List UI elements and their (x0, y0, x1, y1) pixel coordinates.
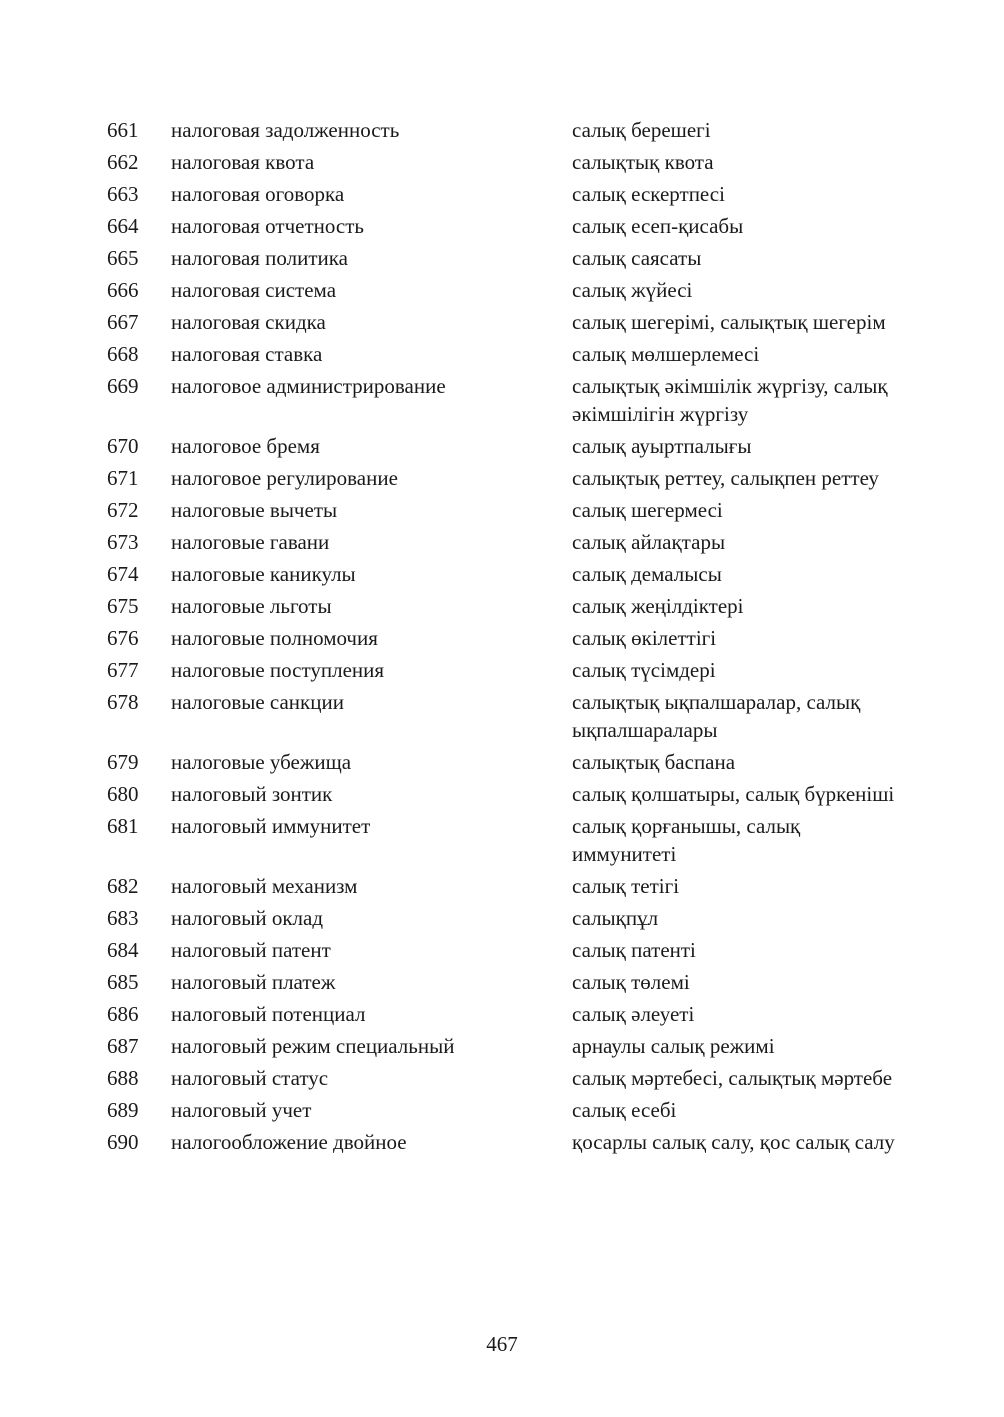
kazakh-term: салықтық квота (572, 150, 714, 174)
entry-number: 679 (107, 750, 139, 774)
russian-term: налоговая отчетность (171, 214, 364, 238)
glossary-entry (0, 656, 1004, 684)
kazakh-term: арнаулы салық режимі (572, 1034, 775, 1058)
entry-number: 661 (107, 118, 139, 142)
entry-number: 673 (107, 530, 139, 554)
russian-term: налоговая ставка (171, 342, 323, 366)
russian-term: налогообложение двойное (171, 1130, 407, 1154)
glossary-entry (0, 872, 1004, 900)
glossary-list (0, 116, 1004, 1160)
entry-number: 688 (107, 1066, 139, 1090)
entry-number: 687 (107, 1034, 139, 1058)
glossary-entry (0, 1096, 1004, 1124)
kazakh-term: қосарлы салық салу, қос салық салу (572, 1130, 895, 1154)
glossary-entry (0, 936, 1004, 964)
kazakh-term: салық төлемі (572, 970, 690, 994)
kazakh-term: салық қолшатыры, салық бүркеніші (572, 782, 895, 806)
glossary-entry (0, 496, 1004, 524)
russian-term: налоговая оговорка (171, 182, 345, 206)
russian-term: налоговый патент (171, 938, 331, 962)
glossary-entry (0, 904, 1004, 932)
kazakh-term: салық шегермесі (572, 498, 723, 522)
glossary-entry (0, 1128, 1004, 1156)
entry-number: 684 (107, 938, 139, 962)
glossary-entry (0, 464, 1004, 492)
russian-term: налоговое бремя (171, 434, 320, 458)
kazakh-term: салық есебі (572, 1098, 677, 1122)
russian-term: налоговое администрирование (171, 374, 446, 398)
entry-number: 664 (107, 214, 139, 238)
russian-term: налоговый статус (171, 1066, 329, 1090)
russian-term: налоговые полномочия (171, 626, 378, 650)
kazakh-term: салық есеп-қисабы (572, 214, 744, 238)
glossary-entry (0, 340, 1004, 368)
kazakh-term: салықтық әкімшілік жүргізу, салық әкімшілігін жүргізу (572, 374, 888, 426)
kazakh-term: салық қорғанышы, салық иммунитеті (572, 814, 801, 866)
entry-number: 669 (107, 374, 139, 398)
kazakh-term: салық түсімдері (572, 658, 716, 682)
kazakh-term: салықтық ықпалшаралар, салық ықпалшаралары (572, 690, 861, 742)
glossary-entry (0, 560, 1004, 588)
kazakh-term: салық жүйесі (572, 278, 693, 302)
russian-term: налоговый потенциал (171, 1002, 366, 1026)
entry-number: 682 (107, 874, 139, 898)
kazakh-term: салық мәртебесі, салықтық мәртебе (572, 1066, 893, 1090)
glossary-entry (0, 212, 1004, 240)
glossary-entry (0, 1000, 1004, 1028)
glossary-entry (0, 308, 1004, 336)
russian-term: налоговая задолженность (171, 118, 400, 142)
glossary-entry (0, 116, 1004, 144)
entry-number: 675 (107, 594, 139, 618)
glossary-entry (0, 968, 1004, 996)
glossary-entry (0, 748, 1004, 776)
glossary-entry (0, 1032, 1004, 1060)
russian-term: налоговый платеж (171, 970, 336, 994)
kazakh-term: салық жеңілдіктері (572, 594, 744, 618)
russian-term: налоговый оклад (171, 906, 324, 930)
entry-number: 668 (107, 342, 139, 366)
page-number: 467 (486, 1332, 518, 1356)
entry-number: 678 (107, 690, 139, 714)
entry-number: 663 (107, 182, 139, 206)
kazakh-term: салық мөлшерлемесі (572, 342, 760, 366)
glossary-entry (0, 780, 1004, 808)
entry-number: 665 (107, 246, 139, 270)
entry-number: 672 (107, 498, 139, 522)
kazakh-term: салықтық реттеу, салықпен реттеу (572, 466, 879, 490)
kazakh-term: салық саясаты (572, 246, 702, 270)
kazakh-term: салық берешегі (572, 118, 711, 142)
russian-term: налоговые поступления (171, 658, 385, 682)
russian-term: налоговый иммунитет (171, 814, 371, 838)
kazakh-term: салық ескертпесі (572, 182, 725, 206)
kazakh-term: салық патенті (572, 938, 696, 962)
entry-number: 685 (107, 970, 139, 994)
glossary-entry (0, 180, 1004, 208)
russian-term: налоговая квота (171, 150, 315, 174)
glossary-entry (0, 592, 1004, 620)
glossary-entry (0, 276, 1004, 304)
glossary-entry (0, 688, 1004, 744)
russian-term: налоговые вычеты (171, 498, 338, 522)
entry-number: 689 (107, 1098, 139, 1122)
russian-term: налоговые льготы (171, 594, 332, 618)
kazakh-term: салық ауыртпалығы (572, 434, 752, 458)
kazakh-term: салық демалысы (572, 562, 722, 586)
russian-term: налоговое регулирование (171, 466, 398, 490)
russian-term: налоговый механизм (171, 874, 358, 898)
entry-number: 666 (107, 278, 139, 302)
entry-number: 676 (107, 626, 139, 650)
entry-number: 680 (107, 782, 139, 806)
kazakh-term: салық әлеуеті (572, 1002, 695, 1026)
entry-number: 690 (107, 1130, 139, 1154)
entry-number: 667 (107, 310, 139, 334)
russian-term: налоговый режим специальный (171, 1034, 455, 1058)
russian-term: налоговая система (171, 278, 337, 302)
russian-term: налоговые санкции (171, 690, 344, 714)
russian-term: налоговая скидка (171, 310, 326, 334)
entry-number: 681 (107, 814, 139, 838)
kazakh-term: салық шегерімі, салықтық шегерім (572, 310, 886, 334)
kazakh-term: салық өкілеттігі (572, 626, 717, 650)
russian-term: налоговые каникулы (171, 562, 356, 586)
entry-number: 674 (107, 562, 139, 586)
kazakh-term: салықпұл (572, 906, 659, 930)
kazakh-term: салық тетігі (572, 874, 680, 898)
entry-number: 671 (107, 466, 139, 490)
entry-number: 677 (107, 658, 139, 682)
russian-term: налоговая политика (171, 246, 348, 270)
glossary-entry (0, 624, 1004, 652)
glossary-entry (0, 1064, 1004, 1092)
glossary-entry (0, 812, 1004, 868)
russian-term: налоговые убежища (171, 750, 352, 774)
glossary-entry (0, 528, 1004, 556)
kazakh-term: салық айлақтары (572, 530, 726, 554)
kazakh-term: салықтық баспана (572, 750, 736, 774)
glossary-entry (0, 148, 1004, 176)
russian-term: налоговый учет (171, 1098, 312, 1122)
entry-number: 670 (107, 434, 139, 458)
russian-term: налоговый зонтик (171, 782, 333, 806)
glossary-entry (0, 432, 1004, 460)
glossary-entry (0, 372, 1004, 428)
russian-term: налоговые гавани (171, 530, 330, 554)
entry-number: 662 (107, 150, 139, 174)
entry-number: 686 (107, 1002, 139, 1026)
entry-number: 683 (107, 906, 139, 930)
glossary-entry (0, 244, 1004, 272)
